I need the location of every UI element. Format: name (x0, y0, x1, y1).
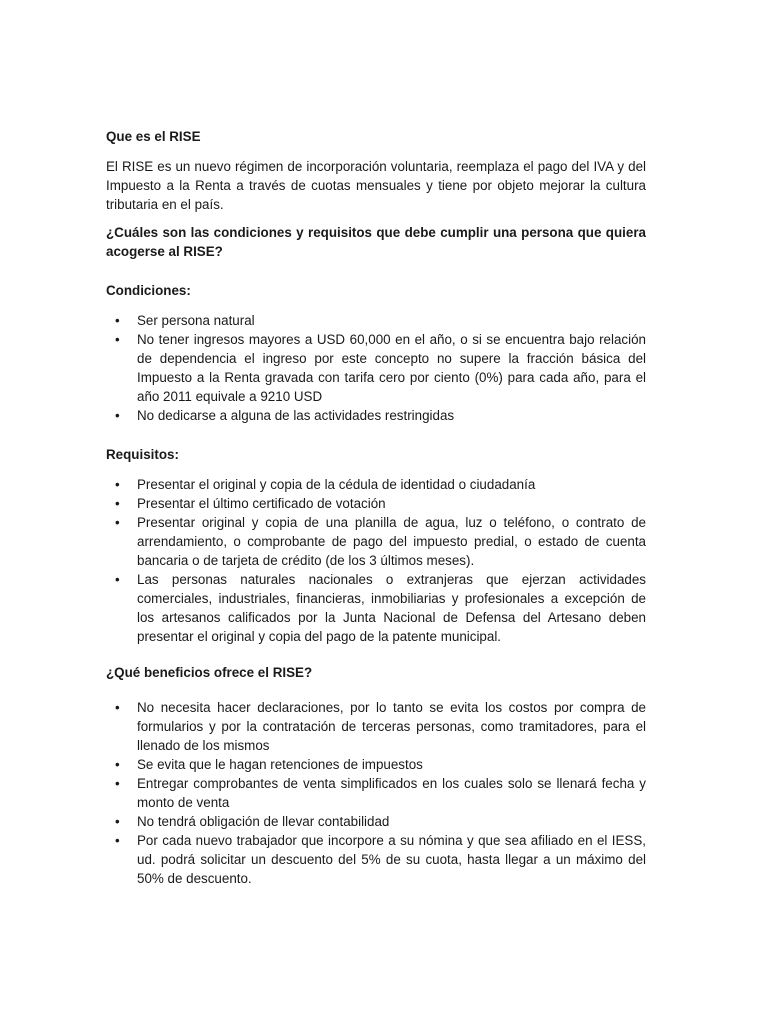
heading-que-es-rise: Que es el RISE (106, 129, 201, 144)
conditions-list (106, 311, 646, 425)
heading-condiciones: Condiciones: (106, 283, 191, 298)
list-item: • Las personas naturales nacionales o extranjeras que ejerzan actividades comerciales, industriales, financieras, inmobiliarias y profesionales a excepción de los artesanos calificados por la Junta Nacional de Defensa del Artesano deben presentar el original y copia del pago de la patente municipal. (106, 570, 646, 646)
list-item: • Presentar el original y copia de la cédula de identidad o ciudadanía (106, 475, 646, 494)
list-item: • No necesita hacer declaraciones, por lo tanto se evita los costos por compra de formularios y por la contratación de terceras personas, como tramitadores, para el llenado de los mismos (106, 698, 646, 755)
list-item: • Ser persona natural (106, 311, 646, 330)
heading-beneficios: ¿Qué beneficios ofrece el RISE? (106, 665, 313, 680)
list-item: • Se evita que le hagan retenciones de impuestos (106, 755, 646, 774)
benefits-list (106, 698, 646, 888)
list-item: • Por cada nuevo trabajador que incorpore a su nómina y que sea afiliado en el IESS, ud. podrá solicitar un descuento del 5% de su cuota, hasta llegar a un máximo del 50% de descuento. (106, 831, 646, 888)
list-item: • No tener ingresos mayores a USD 60,000 en el año, o si se encuentra bajo relación de dependencia el ingreso por este concepto no supere la fracción básica del Impuesto a la Renta gravada con tarifa cero por ciento (0%) para cada año, para el año 2011 equivale a 9210 USD (106, 330, 646, 406)
list-item: • No dedicarse a alguna de las actividades restringidas (106, 406, 646, 425)
heading-requisitos: Requisitos: (106, 447, 179, 462)
list-item: • No tendrá obligación de llevar contabilidad (106, 812, 646, 831)
list-item: • Entregar comprobantes de venta simplificados en los cuales solo se llenará fecha y monto de venta (106, 774, 646, 812)
list-item: • Presentar el último certificado de votación (106, 494, 646, 513)
intro-paragraph: El RISE es un nuevo régimen de incorporación voluntaria, reemplaza el pago del IVA y del Impuesto a la Renta a través de cuotas mensuales y tiene por objeto mejorar la cultura tributaria en el país. (106, 159, 646, 212)
document-page (106, 127, 646, 888)
conditions-question: ¿Cuáles son las condiciones y requisitos que debe cumplir una persona que quiera acogerse al RISE? (106, 225, 646, 259)
requirements-list (106, 475, 646, 646)
list-item: • Presentar original y copia de una planilla de agua, luz o teléfono, o contrato de arrendamiento, o comprobante de pago del impuesto predial, o estado de cuenta bancaria o de tarjeta de crédito (de los 3 últimos meses). (106, 513, 646, 570)
